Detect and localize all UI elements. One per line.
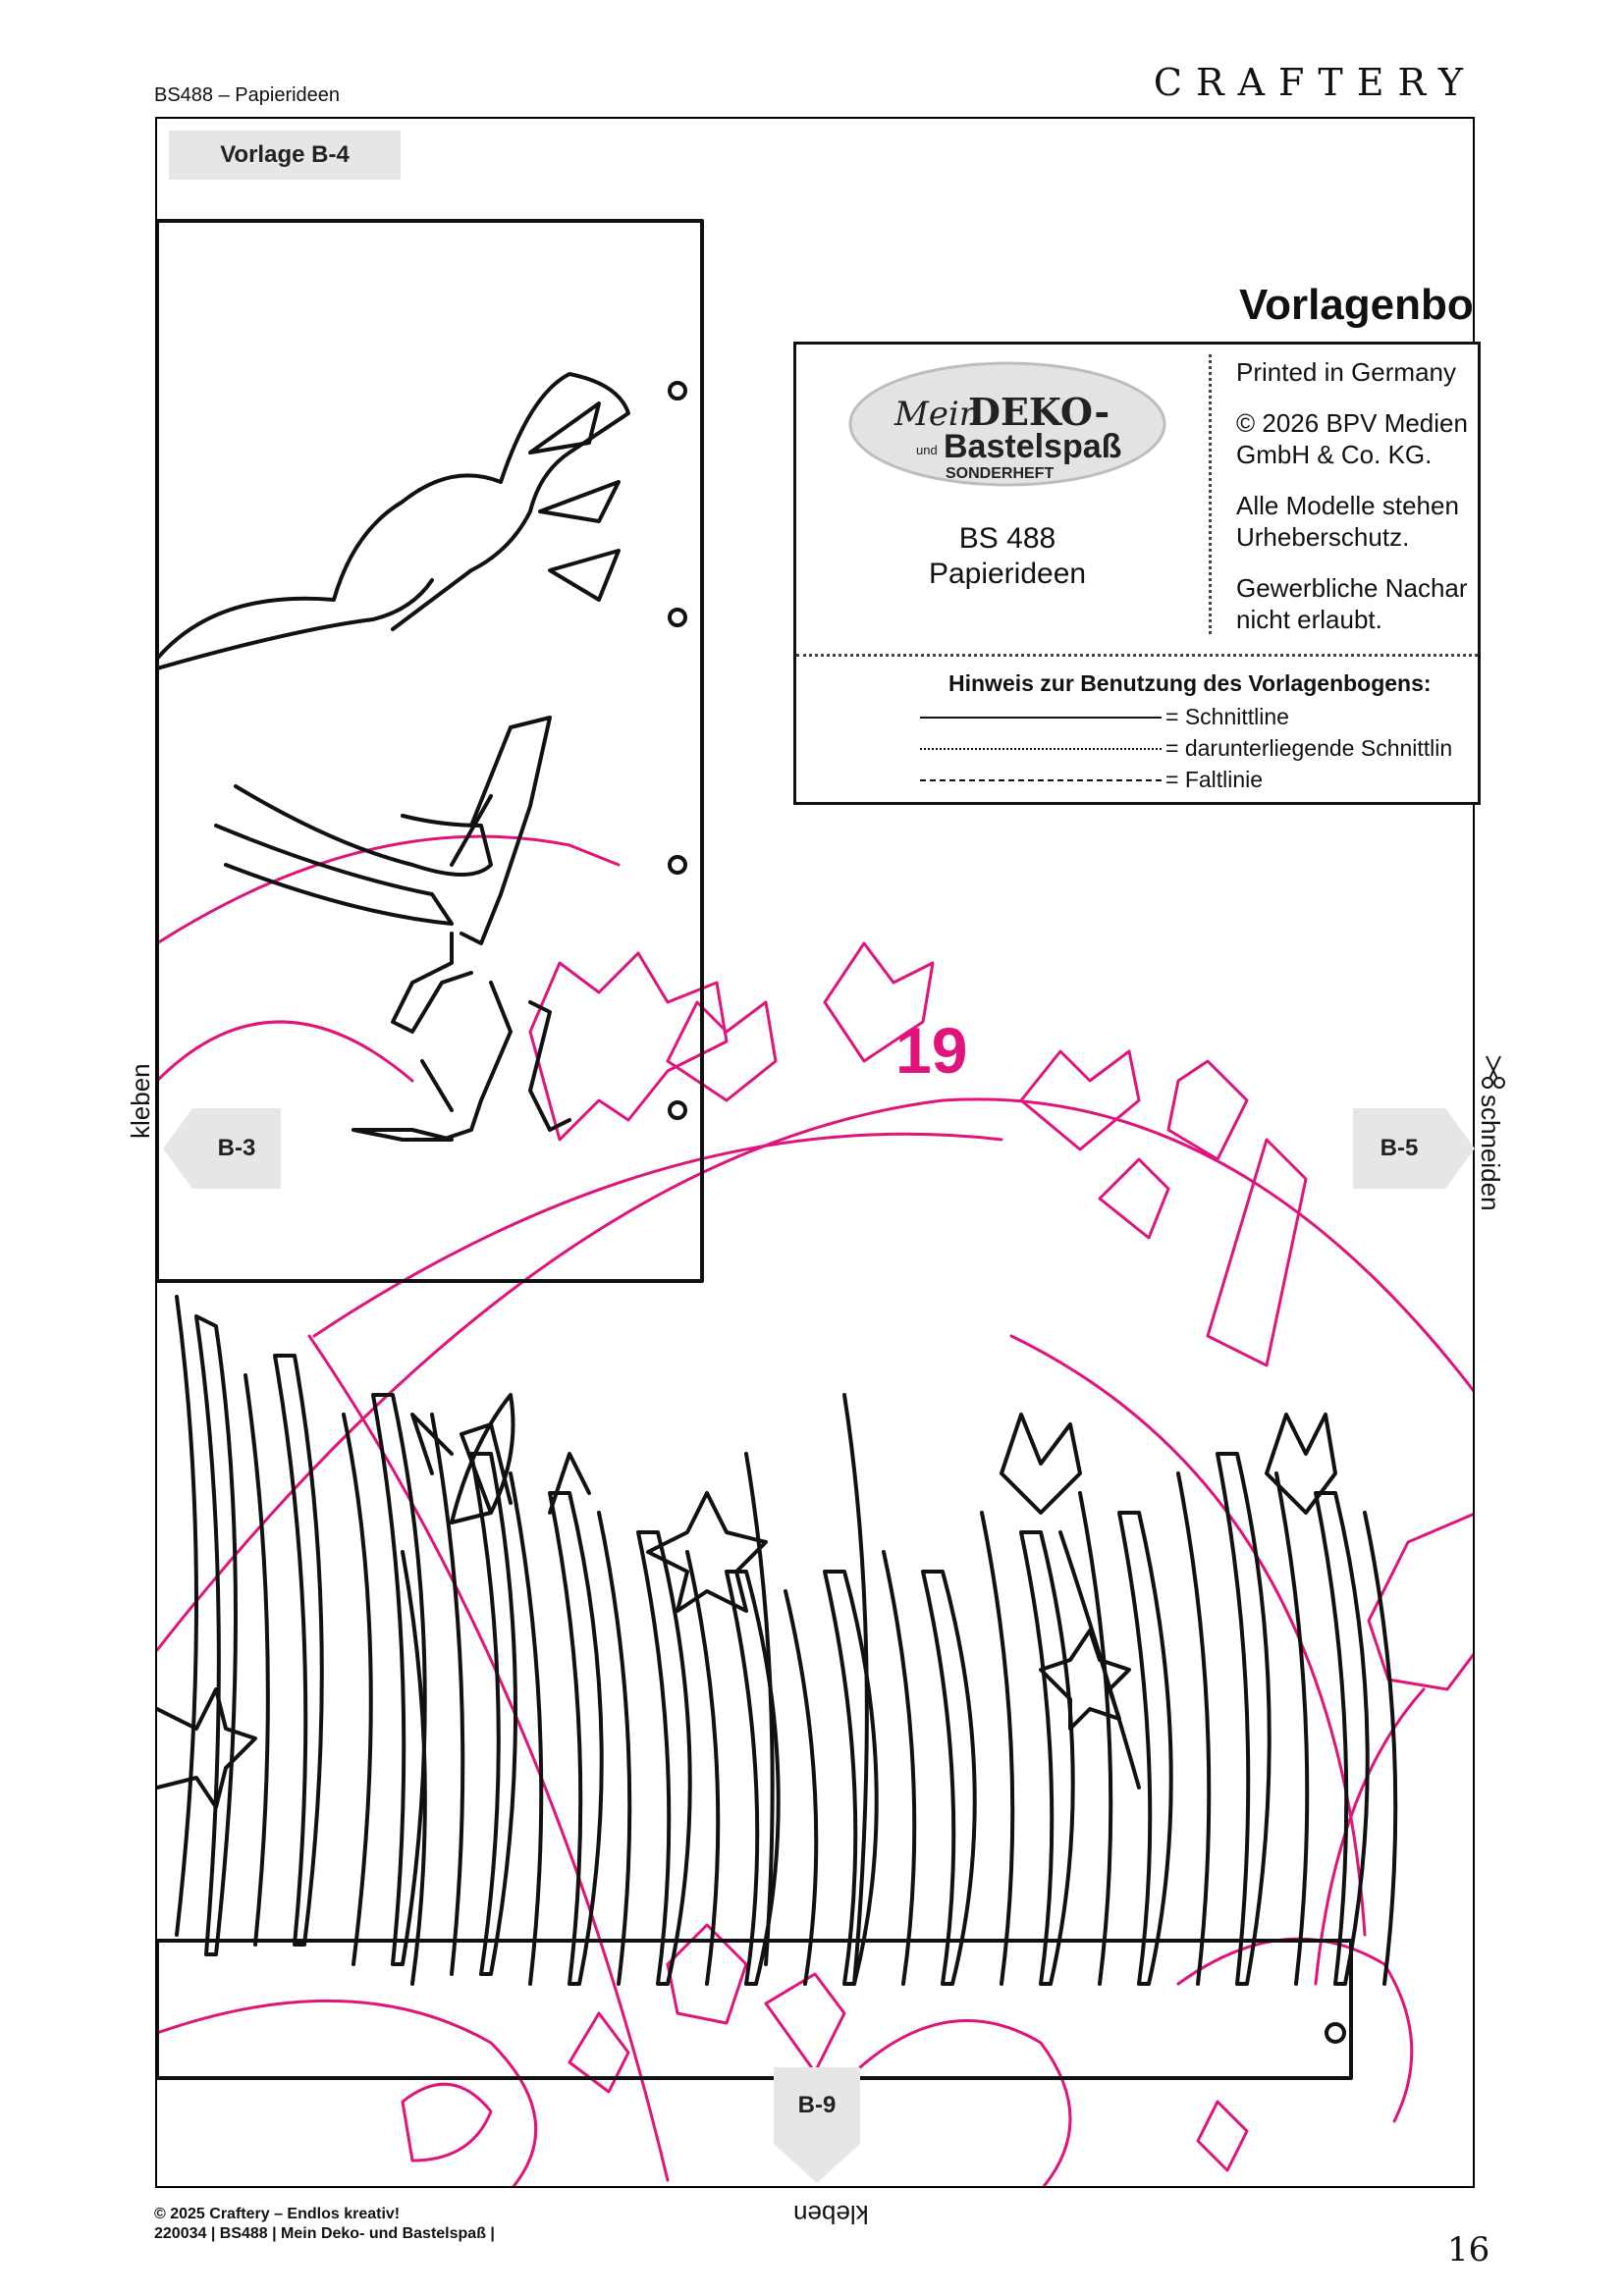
legend-fold-line: = Faltlinie (920, 767, 1263, 793)
nav-tab-bottom-label: B-9 (797, 2092, 837, 2118)
legend-hidden-cut-line: = darunterliegende Schnittlin (920, 735, 1452, 762)
logo-deko: DEKO- (968, 390, 1110, 434)
hint-title: Hinweis zur Benutzung des Vorlagenbogens: (948, 670, 1432, 696)
copyright-line2: GmbH & Co. KG. (1236, 440, 1433, 469)
header-title: BS488 – Papierideen (154, 84, 341, 106)
commercial-line1: Gewerbliche Nachar (1236, 573, 1468, 603)
copyright-line1: © 2026 BPV Medien (1236, 408, 1468, 438)
printed-in: Printed in Germany (1236, 357, 1456, 387)
footer (154, 2205, 495, 2244)
legend-cut-line: = Schnittline (920, 704, 1289, 730)
brand-logo: CRAFTERY (1153, 61, 1477, 104)
magazine-logo (845, 356, 1169, 492)
rights-line1: Alle Modelle stehen (1236, 491, 1459, 520)
issue-number: BS 488 (958, 522, 1056, 555)
nav-tab-right-label: B-5 (1380, 1135, 1419, 1161)
logo-bastelspass: Bastelspaß (944, 428, 1122, 465)
model-number: 19 (895, 1014, 968, 1087)
info-box (793, 342, 1481, 805)
page-number: 16 (1447, 2230, 1490, 2269)
side-label-right: schneiden (1476, 1095, 1505, 1211)
nav-tab-left-label: B-3 (217, 1135, 256, 1161)
logo-und: und (916, 443, 938, 457)
nav-tab-right[interactable] (1353, 1108, 1475, 1194)
rights-line2: Urheberschutz. (1236, 522, 1410, 552)
template-label: Vorlage B-4 (169, 131, 401, 180)
info-title: Vorlagenbo (1239, 281, 1474, 329)
scissors-icon (1481, 1054, 1506, 1090)
side-label-bottom: kleben (793, 2200, 869, 2229)
commercial-line2: nicht erlaubt. (1236, 605, 1382, 634)
footer-line2: 220034 | BS488 | Mein Deko- und Bastelspaß | (154, 2225, 495, 2242)
footer-line1: © 2025 Craftery – Endlos kreativ! (154, 2206, 401, 2222)
nav-tab-left[interactable] (163, 1108, 281, 1194)
nav-tab-bottom[interactable] (774, 2067, 860, 2188)
logo-script: Mein (894, 395, 981, 434)
issue-title: Papierideen (928, 558, 1087, 590)
logo-badge: SONDERHEFT (946, 465, 1055, 482)
side-label-left: kleben (126, 1063, 155, 1139)
